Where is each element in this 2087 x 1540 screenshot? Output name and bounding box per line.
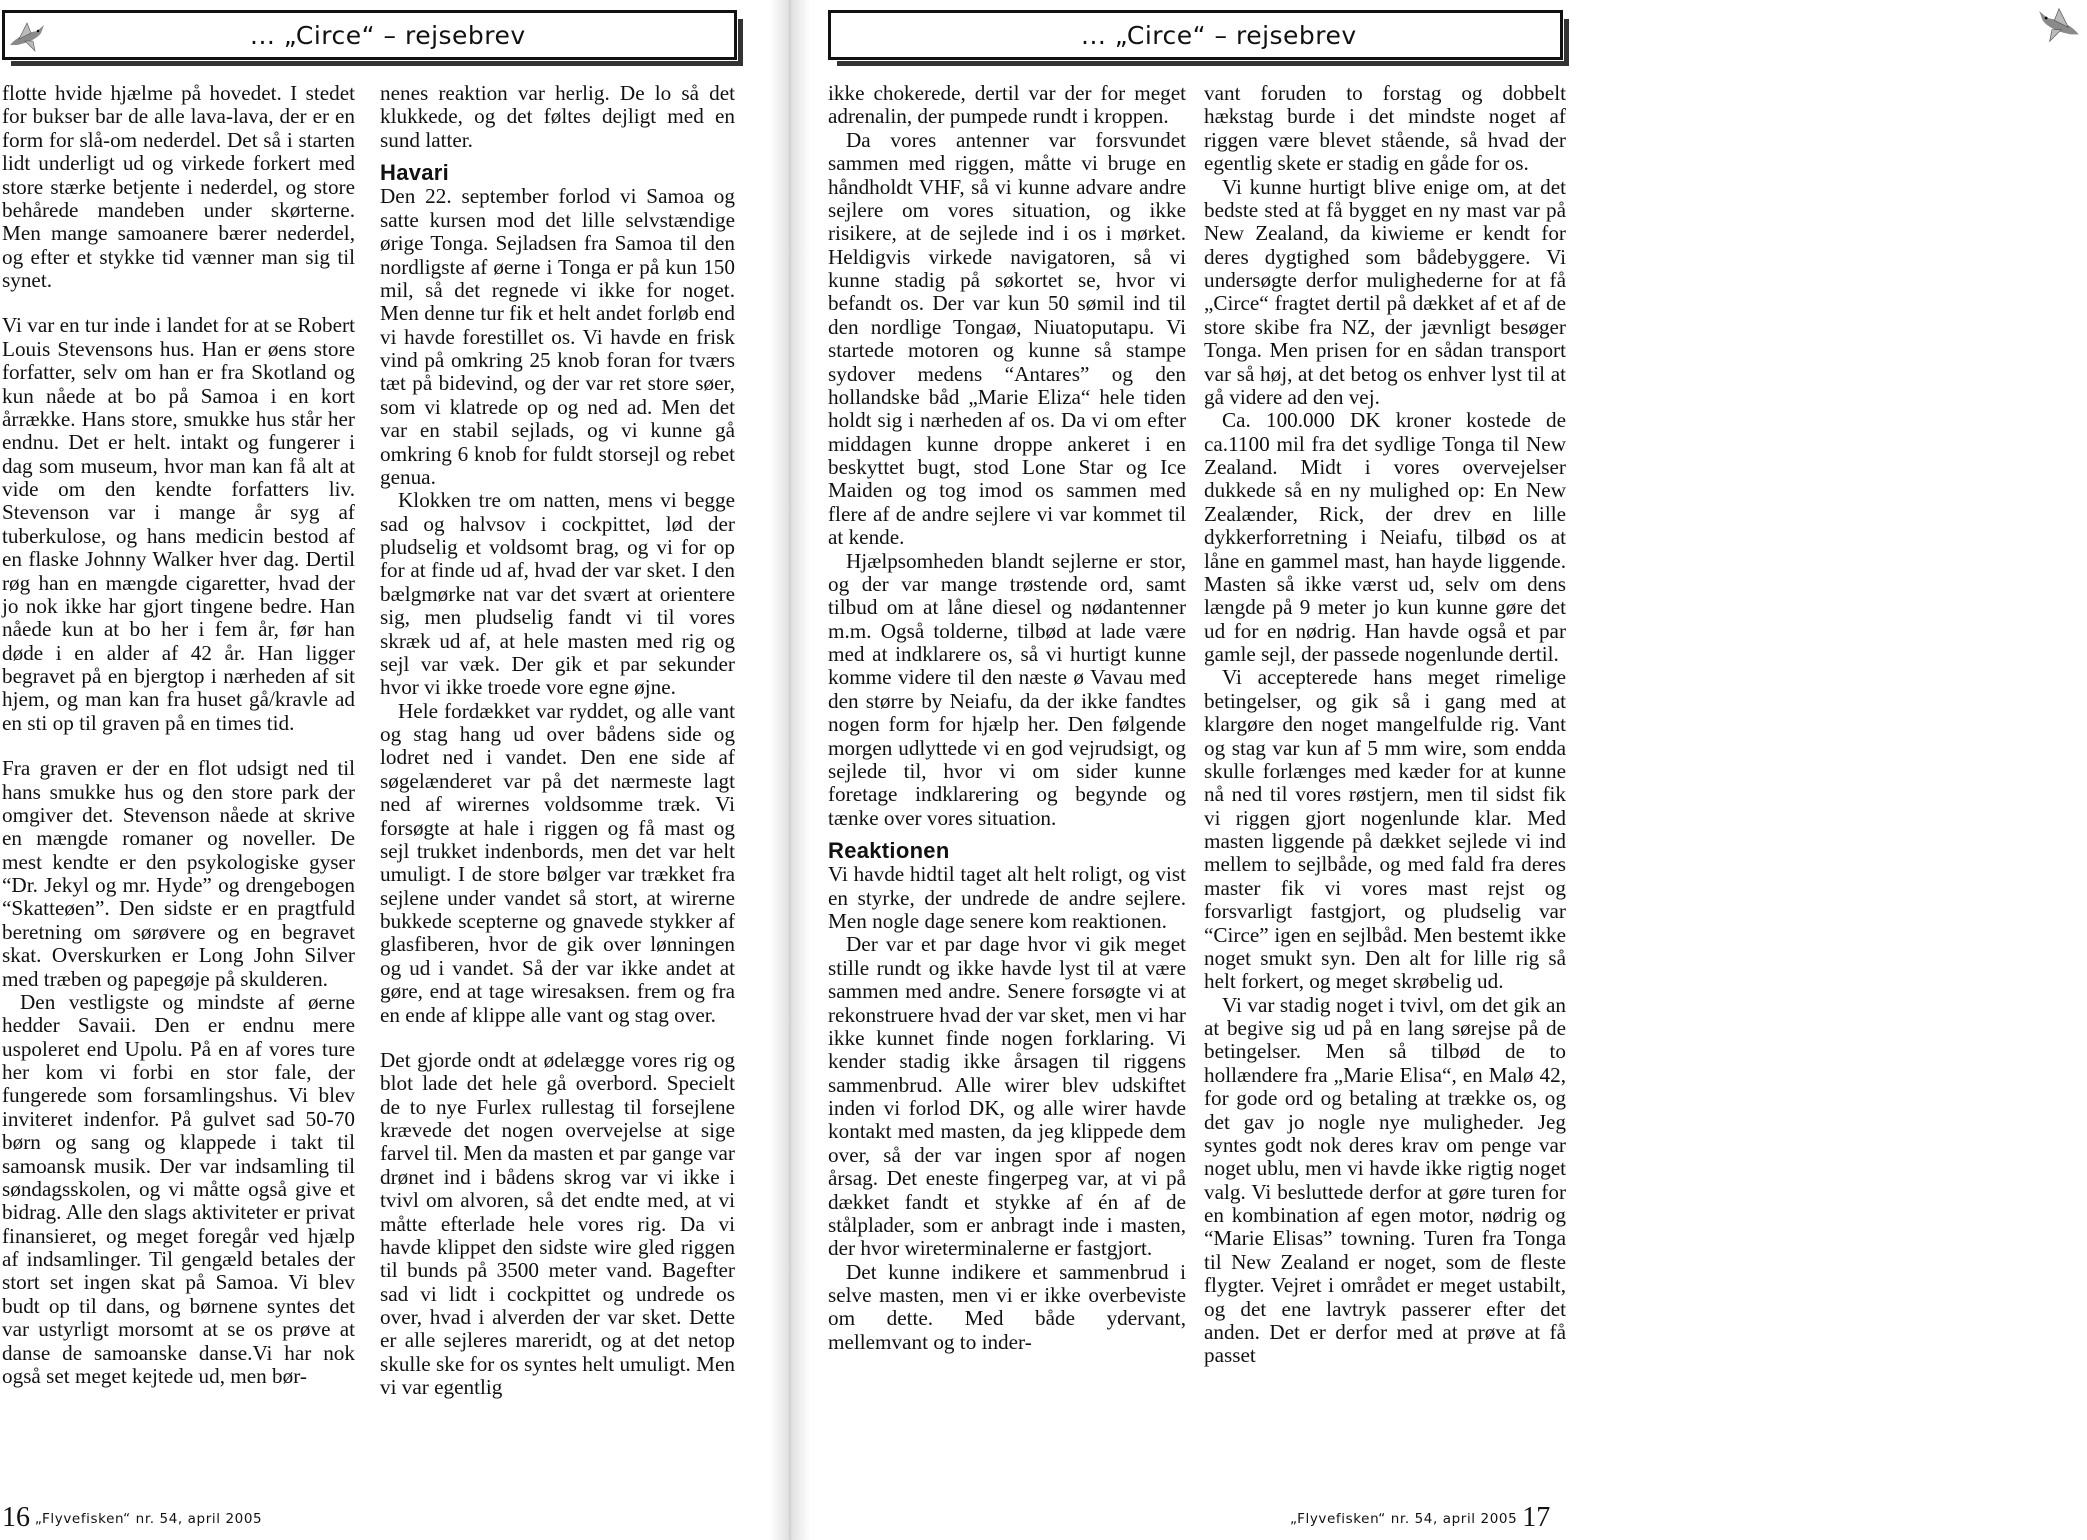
- right-page-column-2: [1204, 82, 1566, 1368]
- paragraph: nenes reaktion var herlig. De lo så det klukkede, og det føltes dejligt med en sund latter.: [380, 81, 735, 152]
- flying-fish-logo-icon: [2035, 4, 2083, 46]
- paragraph: Hjælpsomheden blandt sejlerne er stor, og der var mange trøstende ord, samt tilbud om at låne diesel og nødantenner m.m. Også tolderne, tilbød at lade være med at indklarere os, så vi hurtigt kunne komme videre til den næste ø Vavau med den større by Neiafu, da der ikke fandtes nogen form for hjælp her. Den følgende morgen udlyttede vi en god vejrudsigt, og sejlede til, hvor vi om sider kunne foretage indklarering og begynde og tænke over vores situation.: [828, 548, 1186, 830]
- right-page-header: [828, 10, 1563, 60]
- left-page-footer: [2, 1502, 262, 1534]
- flying-fish-logo-icon: [7, 19, 47, 55]
- left-page-header: [2, 10, 737, 60]
- right-page-footer: [1290, 1502, 1550, 1534]
- paragraph: Der var et par dage hvor vi gik meget stille rundt og ikke havde lyst til at være sammen med andre. Senere forsøgte vi at rekonstruere hvad der var sket, men vi har ikke kunnet finde nogen forklaring. Vi kender stadig ikke årsagen til riggens sammenbrud. Alle wirer blev udskiftet inden vi forlod DK, og alle wirer havde kontakt med masten, da jeg klippede dem over, så der var ingen spor af nogen årsag. Det eneste fingerpeg var, at vi på dækket fandt et stykke af én af de stålplader, som er anbragt inde i masten, der hvor wireterminalerne er fastgjort.: [828, 932, 1186, 1261]
- left-page-column-1: [2, 82, 355, 1388]
- paragraph: Det kunne indikere et sammenbrud i selve masten, men vi er ikke overbeviste om dette. Med både ydervant, mellemvant og to inder-: [828, 1259, 1186, 1354]
- running-header-title: ... „Circe“ – rejsebrev: [250, 21, 526, 50]
- paragraph: Vi var stadig noget i tvivl, om det gik an at begive sig ud på en lang sørejse på de betingelser. Men så tilbød de to hollændere fra „Marie Elisa“, en Malø 42, for gode ord og betaling at trække os, og det gav jo nogle nye muligheder. Jeg syntes godt nok deres krav om penge var noget ublu, men vi havde ikke rigtig noget valg. Vi besluttede derfor at gøre turen for en kombination af egen motor, nødrig og “Marie Elisas” towning. Turen fra Tonga til New Zealand er noget, som de fleste flygter. Vejret i området er meget ustabilt, og det ene lavtryk passerer efter det anden. Det er derfor med at prøve at få passet: [1204, 992, 1566, 1368]
- paragraph: Vi var en tur inde i landet for at se Robert Louis Stevensons hus. Han er øens store forfatter, selv om han er fra Skotland og kun nåede at bo på Samoa i en kort årrække. Hans store, smukke hus står her endnu. Det er helt. intakt og fungerer i dag som museum, hvor man kan få alt at vide om den kendte forfatters liv. Stevenson var i mange år syg af tuberkulose, og hans medicin bestod af en flaske Johnny Walker hver dag. Dertil røg han en mængde cigaretter, hvad der jo nok ikke har gjort tingene bedre. Han nåede kun at bo her i fem år, før han døde i en alder af 42 år. Han ligger begravet på en bjergtop i nærheden af sit hjem, og man kan fra huset gå/kravle ad en sti op til graven på en times tid.: [2, 313, 355, 735]
- paragraph: flotte hvide hjælme på hovedet. I stedet for bukser bar de alle lava-lava, der er en form for slå-om nederdel. Det så i starten lidt underligt ud og virkede forkert med store stærke betjente i nederdel, og store behårede mandeben under skørterne. Men mange samoanere bærer nederdel, og efter et stykke tid vænner man sig til synet.: [2, 81, 355, 292]
- right-page: [790, 0, 2087, 1540]
- paragraph: Klokken tre om natten, mens vi begge sad og halvsov i cockpittet, lød der pludselig et voldsomt brag, og vi for op for at finde ud af, hvad der var sket. I den bælgmørke nat var det svært at orientere sig, men pludselig fandt vi til vores skræk ud af, at hele masten med rig og sejl var væk. Der gik et par sekunder hvor vi ikke troede vore egne øjne.: [380, 488, 735, 700]
- section-heading: Reaktionen: [828, 838, 950, 863]
- footer-publication: „Flyvefisken“ nr. 54, april 2005: [34, 1511, 263, 1527]
- left-page: [0, 0, 790, 1540]
- paragraph: ikke chokerede, dertil var der for meget adrenalin, der pumpede rundt i kroppen.: [828, 81, 1186, 129]
- paragraph: vant foruden to forstag og dobbelt hækstag burde i det mindste noget af riggen være blevet stående, så hvad der egentlig skete er stadig en gåde for os.: [1204, 81, 1566, 176]
- paragraph: Da vores antenner var forsvundet sammen med riggen, måtte vi bruge en håndholdt VHF, så vi kunne advare andre sejlere om vores situation, og ikke risikere, at de sejlede ind i os i mørket. Heldigvis virkede navigatoren, så vi kunne stadig på søkortet se, hvor vi befandt os. Der var kun 50 sømil ind til den nordlige Tongaø, Niuatoputapu. Vi startede motoren og kunne så stampe sydover medens “Antares” og den hollandske båd „Marie Eliza“ hele tiden holdt sig i nærheden af os. Da vi om efter middagen kunne droppe ankeret i en beskyttet bugt, stod Lone Star og Ice Maiden og tog imod os sammen med flere af de andre sejlere vi var kommet til at kende.: [828, 127, 1186, 550]
- paragraph: Den vestligste og mindste af øerne hedder Savaii. Den er endnu mere uspoleret end Upolu. På en af vores ture her kom vi forbi en stor fale, der fungerede som forsamlingshus. Vi blev inviteret indenfor. På gulvet sad 50-70 børn og sang og klappede i takt til samoansk musik. Der var indsamling til søndagsskolen, og vi måtte også give et bidrag. Alle den slags aktiviteter er privat finansieret, og meget foregår ved hjælp af indsamlinger. Til gengæld betales der stort set ingen skat på Samoa. Vi blev budt op til dans, og børnene syntes det var ustyrligt morsomt at se os prøve at danse de samoanske danse.Vi har nok også set meget kejtede ud, men bør-: [2, 989, 355, 1388]
- paragraph: Den 22. september forlod vi Samoa og satte kursen mod det lille selvstændige ørige Tonga. Sejladsen fra Samoa til den nordligste af øerne i Tonga er på kun 150 mil, så det regnede vi ikke for noget. Men denne tur fik et helt andet forløb end vi havde forestillet os. Vi havde en frisk vind på omkring 25 knob foran for tværs tæt på bidevind, og der var ret store søer, som vi klatrede op og ned ad. Men det var en stabil sejlads, og vi kunne gå omkring 6 knob for fuldt storsejl og rebet genua.: [380, 184, 735, 489]
- paragraph: Fra graven er der en flot udsigt ned til hans smukke hus og den store park der omgiver det. Stevenson nåede at skrive en mængde romaner og noveller. De mest kendte er den psykologiske gyser “Dr. Jekyl og mr. Hyde” og drengebogen “Skatteøen”. Den sidste er en pragtfuld beretning om sørøvere og en begravet skat. Overskurken er Long John Silver med træben og papegøje på skulderen.: [2, 756, 355, 991]
- paragraph: Ca. 100.000 DK kroner kostede de ca.1100 mil fra det sydlige Tonga til New Zealand. Midt i vores overvejelser dukkede så en ny mulighed op: En New Zealænder, Rick, der drev en lille dykkerforretning i Neiafu, tilbød os at låne en gammel mast, han hayde liggende. Masten så ikke værst ud, selv om dens længde på 9 meter jo kun kunne gøre det ud for en nødrig. Han havde også et par gamle sejl, der passede nogenlunde dertil.: [1204, 408, 1566, 666]
- page-number: 16: [2, 1502, 30, 1533]
- footer-publication: „Flyvefisken“ nr. 54, april 2005: [1290, 1511, 1518, 1527]
- right-page-column-1: [828, 82, 1186, 1354]
- paragraph: Vi havde hidtil taget alt helt roligt, og vist en styrke, der undrede de andre sejlere. Men nogle dage senere kom reaktionen.: [828, 862, 1186, 934]
- left-page-column-2: [380, 82, 735, 1400]
- paragraph: Det gjorde ondt at ødelægge vores rig og blot lade det hele gå overbord. Specielt de to nye Furlex rullestag til forsejlene krævede det nogen overvejelse at sige farvel til. Men da masten et par gange var drønet ind i bådens skrog var vi ikke i tvivl om alvoren, så det endte med, at vi måtte efterlade hele vores rig. Da vi havde klippet den sidste wire gled riggen til bunds på 3500 meter vand. Bagefter sad vi lidt i cockpittet og undrede os over, hvad i alverden der var sket. Dette er alle sejleres mareridt, og at det netop skulle ske for os syntes helt umuligt. Men vi var egentlig: [380, 1047, 735, 1400]
- section-heading: Havari: [380, 160, 450, 186]
- page-number: 17: [1522, 1502, 1551, 1533]
- paragraph: Vi kunne hurtigt blive enige om, at det bedste sted at få bygget en ny mast var på New Zealand, da kiwieme er kendt for deres dygtighed som bådebyggere. Vi undersøgte derfor mulighederne for at få „Circe“ fragtet dertil på dækket af et af de store skibe fra NZ, der jævnligt besøger Tonga. Men prisen for en sådan transport var så høj, at det betog os enhver lyst til at gå videre ad den vej.: [1204, 174, 1566, 409]
- running-header-title: ... „Circe“ – rejsebrev: [1081, 21, 1357, 50]
- paragraph: Hele fordækket var ryddet, og alle vant og stag hang ud over bådens side og lodret ned i vandet. Den ene side af søgelænderet var på det nærmeste lagt ned af wirernes voldsomme træk. Vi forsøgte at hale i riggen og få mast og sejl trukket indenbords, men det var helt umuligt. I de store bølger var trækket fra sejlene under vandet så stort, at wirerne bukkede scepterne og gnavede stykker af glasfiberen, hvor de gik over lønningen og ud i vandet. Så der var ikke andet at gøre, end at tage wiresaksen. frem og fra en ende af klippe alle vant og stag over.: [380, 698, 735, 1027]
- paragraph: Vi accepterede hans meget rimelige betingelser, og gik så i gang med at klargøre den noget mangelfulde rig. Vant og stag var kun af 5 mm wire, som endda skulle forlænges med kæder for at kunne nå ned til vores røstjern, men til sidst fik vi riggen gjort nogenlunde klar. Med masten liggende på dækket sejlede vi ind mellem to sejlbåde, og med fald fra deres master fik vi vores mast rejst og forsvarligt fastgjort, og pludselig var “Circe” igen en sejlbåd. Men bestemt ikke noget smukt syn. Den alt for lille rig så helt forkert, og meget skrøbelig ud.: [1204, 665, 1566, 994]
